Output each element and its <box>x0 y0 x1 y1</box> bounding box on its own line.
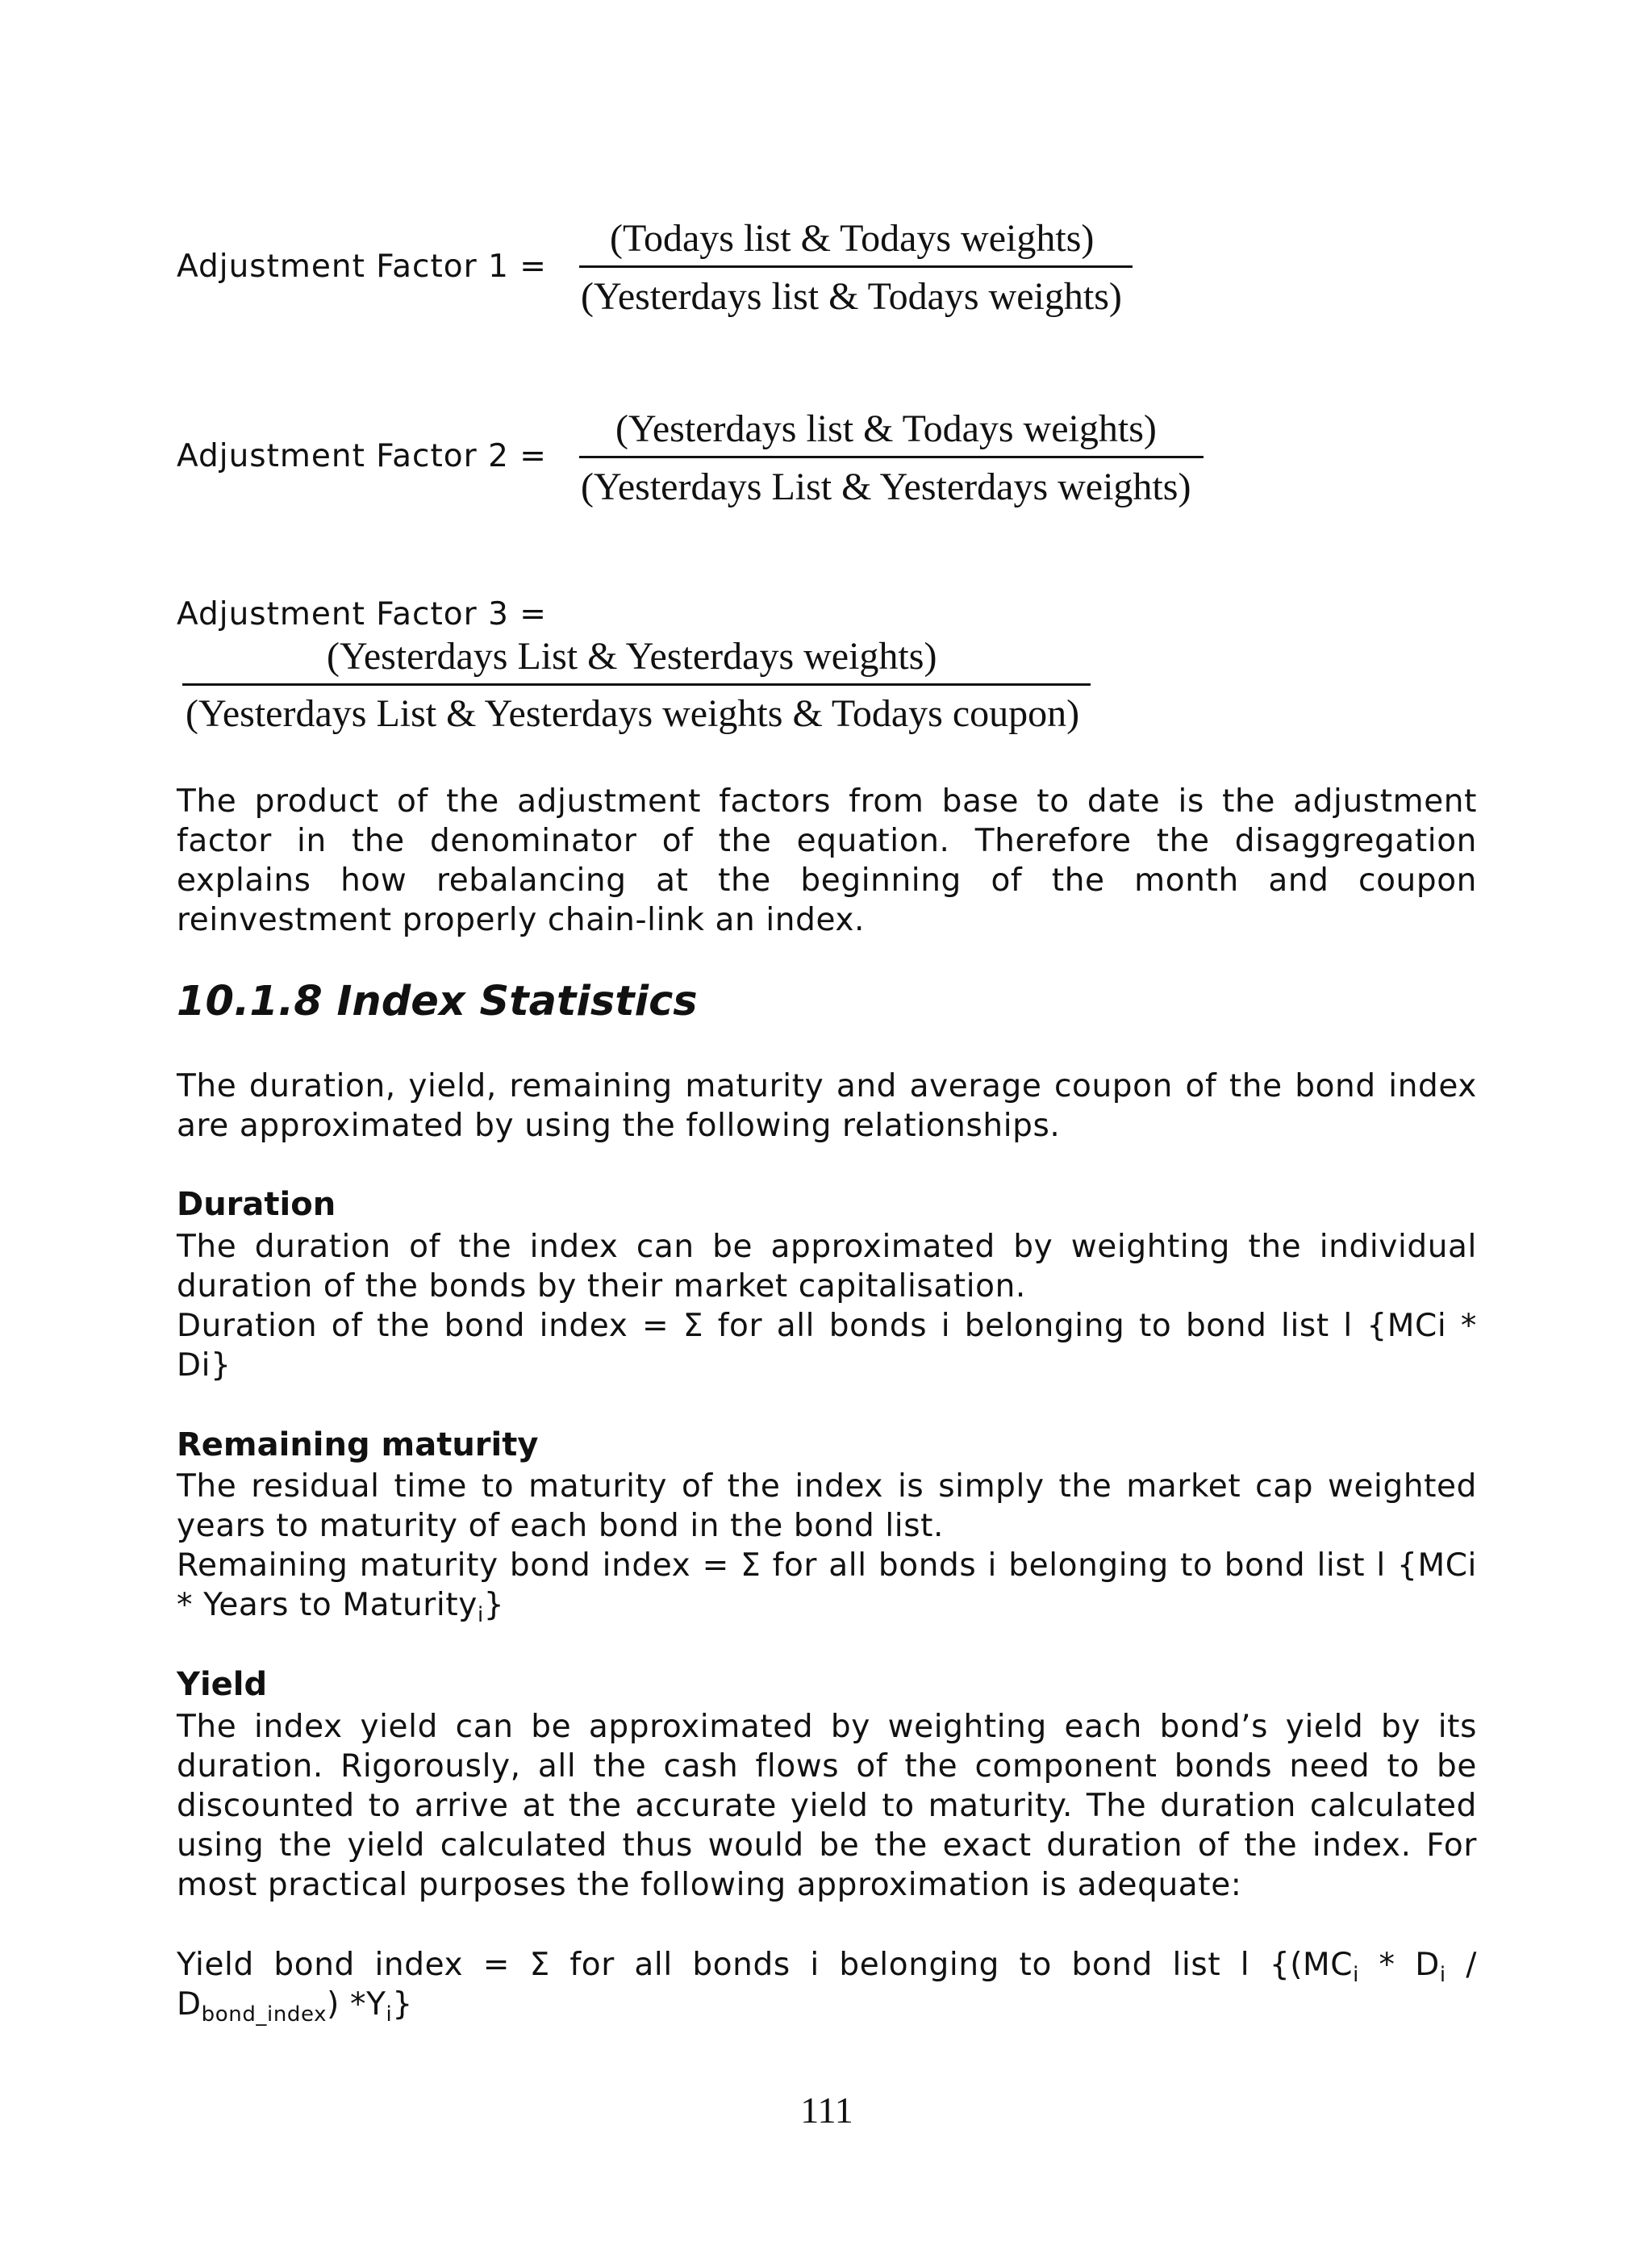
factor1-fraction-bar <box>579 265 1133 268</box>
factor3-label: Adjustment Factor 3 = <box>177 596 547 633</box>
factor2-label: Adjustment Factor 2 = <box>177 438 547 474</box>
paragraph-adjustment-product: The product of the adjustment factors from base to date is the adjustment factor in the denominator of the equation. Therefore the disaggregation explains how rebalancing at the beginning of the month and coupon reinvestment properly chain-link an index. <box>177 783 1477 938</box>
factor2-denominator: (Yesterdays List & Yesterdays weights) <box>581 466 1191 508</box>
section-heading: 10.1.8 Index Statistics <box>177 978 698 1025</box>
paragraph-intro: The duration, yield, remaining maturity and average coupon of the bond index are approximated by using the following relationships. <box>177 1068 1477 1144</box>
duration-heading: Duration <box>177 1186 336 1223</box>
factor3-fraction-bar <box>182 683 1091 686</box>
remaining-maturity-formula: Remaining maturity bond index = Σ for all bonds i belonging to bond list l {MCi * Years to Maturity$_i$} <box>177 1547 1477 1627</box>
factor3-denominator: (Yesterdays List & Yesterdays weights & Todays coupon) <box>186 692 1080 735</box>
duration-formula: Duration of the bond index = Σ for all bonds i belonging to bond list l {MCi * Di} <box>177 1308 1477 1384</box>
factor1-numerator: (Todays list & Todays weights) <box>610 217 1095 260</box>
yield-formula: Yield bond index = Σ for all bonds i belonging to bond list l {$(MC_i * D_i / D_{bond\_index})$ $*Y_i$} <box>177 1947 1477 2027</box>
factor3-numerator: (Yesterdays List & Yesterdays weights) <box>327 635 937 678</box>
duration-text: The duration of the index can be approximated by weighting the individual duration of the bonds by their market capitalisation. <box>177 1229 1477 1305</box>
yield-text: The index yield can be approximated by weighting each bond’s yield by its duration. Rigorously, all the cash flows of the component bonds need to be discounted to arrive at the accurate yield to maturity. The duration calculated using the yield calculated thus would be the exact duration of the index. For most practical purposes the following approximation is adequate: <box>177 1709 1477 1903</box>
factor1-label: Adjustment Factor 1 = <box>177 248 547 285</box>
factor2-numerator: (Yesterdays list & Todays weights) <box>615 407 1157 450</box>
factor1-denominator: (Yesterdays list & Todays weights) <box>581 275 1122 318</box>
yield-heading: Yield <box>177 1666 268 1703</box>
remaining-maturity-heading: Remaining maturity <box>177 1426 539 1463</box>
remaining-maturity-text: The residual time to maturity of the index is simply the market cap weighted years to maturity of each bond in the bond list. <box>177 1468 1477 1544</box>
page-number: 111 <box>800 2090 853 2131</box>
factor2-fraction-bar <box>579 456 1204 458</box>
